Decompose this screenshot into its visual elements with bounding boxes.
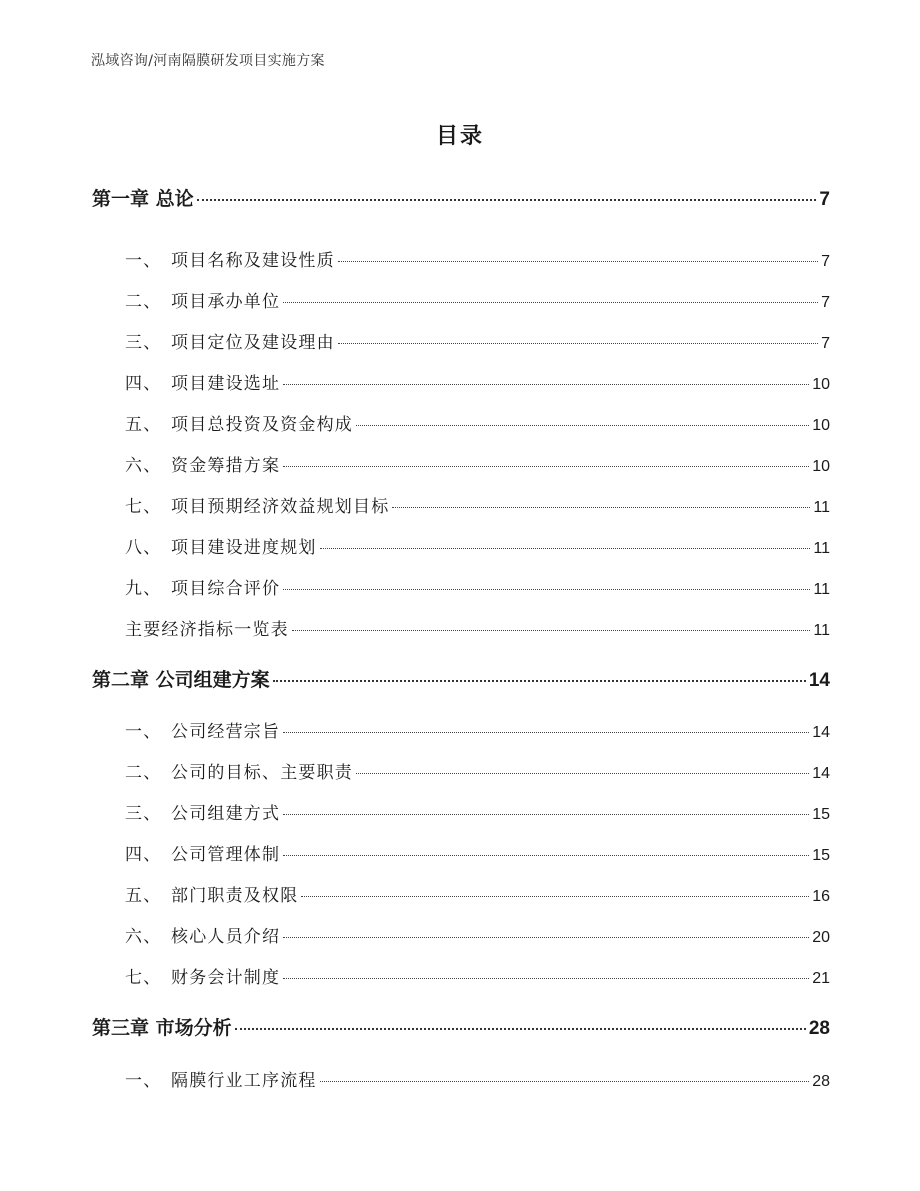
- toc-entry-number: 四、: [125, 374, 162, 394]
- toc-section-entry[interactable]: [125, 615, 830, 640]
- toc-entry-number: 一、: [125, 722, 162, 742]
- toc-page-number: 15: [812, 847, 830, 864]
- toc-section-entry[interactable]: [125, 369, 830, 394]
- toc-page-number: 11: [813, 622, 830, 639]
- toc-section-entry[interactable]: [125, 881, 830, 906]
- toc-entry-text: 第一章 总论: [92, 188, 194, 210]
- toc-entry-number: 九、: [125, 579, 162, 599]
- toc-page-number: 16: [812, 888, 830, 905]
- toc-entry-text: 项目定位及建设理由: [171, 333, 335, 353]
- toc-entry-number: 二、: [125, 763, 162, 783]
- toc-entry-number: 六、: [125, 927, 162, 947]
- toc-entry-text: 公司经营宗旨: [171, 722, 281, 742]
- toc-entry-text: 项目总投资及资金构成: [171, 415, 353, 435]
- toc-chapter-entry[interactable]: [92, 665, 830, 692]
- toc-entry-text: 主要经济指标一览表: [125, 620, 289, 640]
- toc-page-number: 11: [813, 581, 830, 598]
- dot-leader: [356, 425, 809, 426]
- toc-entry-text: 项目名称及建设性质: [171, 251, 335, 271]
- toc-entry-label: [125, 246, 335, 271]
- dot-leader: [283, 814, 809, 815]
- toc-section-entry[interactable]: [125, 287, 830, 312]
- toc-section-entry[interactable]: [125, 1066, 830, 1091]
- toc-entry-label: [125, 799, 280, 824]
- toc-entry-label: [125, 758, 353, 783]
- toc-entry-text: 公司组建方式: [171, 804, 281, 824]
- toc-section-entry[interactable]: [125, 717, 830, 742]
- toc-entry-text: 隔膜行业工序流程: [171, 1071, 317, 1091]
- toc-page-number: 14: [808, 670, 830, 691]
- toc-page-number: 14: [812, 765, 830, 782]
- toc-entry-number: 五、: [125, 886, 162, 906]
- toc-entry-label: [92, 665, 270, 692]
- toc-entry-text: 公司管理体制: [171, 845, 281, 865]
- toc-entry-number: 二、: [125, 292, 162, 312]
- toc-entry-label: [125, 533, 317, 558]
- toc-entry-text: 第三章 市场分析: [92, 1017, 232, 1039]
- toc-entry-number: 三、: [125, 333, 162, 353]
- toc-entry-label: [92, 1013, 232, 1040]
- toc-page-number: 11: [813, 540, 830, 557]
- toc-entry-label: [125, 492, 389, 517]
- toc-entry-label: [125, 287, 280, 312]
- toc-entry-label: [125, 615, 289, 640]
- dot-leader: [283, 855, 809, 856]
- dot-leader: [235, 1028, 806, 1030]
- toc-entry-text: 财务会计制度: [171, 968, 281, 988]
- toc-section-entry[interactable]: [125, 799, 830, 824]
- toc-page-number: 15: [812, 806, 830, 823]
- dot-leader: [283, 978, 809, 979]
- toc-chapter-entry[interactable]: [92, 1013, 830, 1040]
- toc-entry-label: [125, 451, 280, 476]
- toc-page-number: 10: [812, 376, 830, 393]
- toc-entry-number: 五、: [125, 415, 162, 435]
- toc-section-entry[interactable]: [125, 246, 830, 271]
- toc-entry-label: [125, 574, 280, 599]
- toc-page-number: 7: [821, 294, 830, 311]
- toc-page-number: 7: [821, 335, 830, 352]
- toc-section-entry[interactable]: [125, 451, 830, 476]
- toc-section-entry[interactable]: [125, 574, 830, 599]
- toc-chapter-entry[interactable]: [92, 184, 830, 211]
- toc-entry-text: 项目建设进度规划: [171, 538, 317, 558]
- toc-title: 目录: [435, 124, 484, 149]
- toc-page-number: 10: [812, 417, 830, 434]
- toc-page-number: 11: [813, 499, 830, 516]
- toc-entry-text: 核心人员介绍: [171, 927, 281, 947]
- dot-leader: [338, 261, 818, 262]
- toc-entry-label: [125, 717, 280, 742]
- toc-entry-text: 项目建设选址: [171, 374, 281, 394]
- dot-leader: [301, 896, 809, 897]
- toc-entry-label: [125, 1066, 317, 1091]
- toc-entry-number: 四、: [125, 845, 162, 865]
- dot-leader: [320, 1081, 810, 1082]
- toc-entry-text: 第二章 公司组建方案: [92, 669, 270, 691]
- toc-section-entry[interactable]: [125, 492, 830, 517]
- dot-leader: [283, 466, 809, 467]
- toc-entry-label: [125, 369, 280, 394]
- toc-section-entry[interactable]: [125, 533, 830, 558]
- toc-section-entry[interactable]: [125, 922, 830, 947]
- toc-page-number: 7: [821, 253, 830, 270]
- toc-page-number: 28: [808, 1018, 830, 1039]
- dot-leader: [338, 343, 818, 344]
- toc-entry-label: [125, 881, 298, 906]
- toc-entry-text: 部门职责及权限: [171, 886, 299, 906]
- dot-leader: [320, 548, 811, 549]
- toc-section-entry[interactable]: [125, 963, 830, 988]
- toc-entry-number: 三、: [125, 804, 162, 824]
- dot-leader: [273, 680, 806, 682]
- toc-entry-text: 项目综合评价: [171, 579, 281, 599]
- dot-leader: [197, 199, 817, 201]
- dot-leader: [283, 589, 810, 590]
- toc-page-number: 28: [812, 1073, 830, 1090]
- toc-entry-label: [92, 184, 194, 211]
- toc-page-number: 7: [819, 189, 830, 210]
- dot-leader: [283, 732, 809, 733]
- toc-page-number: 14: [812, 724, 830, 741]
- toc-entry-label: [125, 328, 335, 353]
- toc-entry-number: 六、: [125, 456, 162, 476]
- toc-entry-label: [125, 410, 353, 435]
- toc-entry-text: 资金筹措方案: [171, 456, 281, 476]
- toc-page-number: 10: [812, 458, 830, 475]
- running-header: 泓域咨询/河南隔膜研发项目实施方案: [91, 53, 325, 69]
- toc-section-entry[interactable]: [125, 758, 830, 783]
- toc-page-number: 20: [812, 929, 830, 946]
- toc-entry-text: 项目预期经济效益规划目标: [171, 497, 390, 517]
- toc-entry-number: 八、: [125, 538, 162, 558]
- toc-entry-number: 七、: [125, 968, 162, 988]
- dot-leader: [356, 773, 809, 774]
- toc-entry-number: 一、: [125, 251, 162, 271]
- toc-entry-text: 公司的目标、主要职责: [171, 763, 353, 783]
- dot-leader: [392, 507, 810, 508]
- toc-entry-number: 一、: [125, 1071, 162, 1091]
- toc-entry-label: [125, 840, 280, 865]
- dot-leader: [283, 384, 809, 385]
- toc-entry-label: [125, 922, 280, 947]
- toc-section-entry[interactable]: [125, 410, 830, 435]
- toc-section-entry[interactable]: [125, 840, 830, 865]
- toc-section-entry[interactable]: [125, 328, 830, 353]
- toc-entry-label: [125, 963, 280, 988]
- dot-leader: [283, 302, 818, 303]
- toc-entry-number: 七、: [125, 497, 162, 517]
- toc-page-number: 21: [812, 970, 830, 987]
- dot-leader: [283, 937, 809, 938]
- dot-leader: [292, 630, 811, 631]
- toc-entry-text: 项目承办单位: [171, 292, 281, 312]
